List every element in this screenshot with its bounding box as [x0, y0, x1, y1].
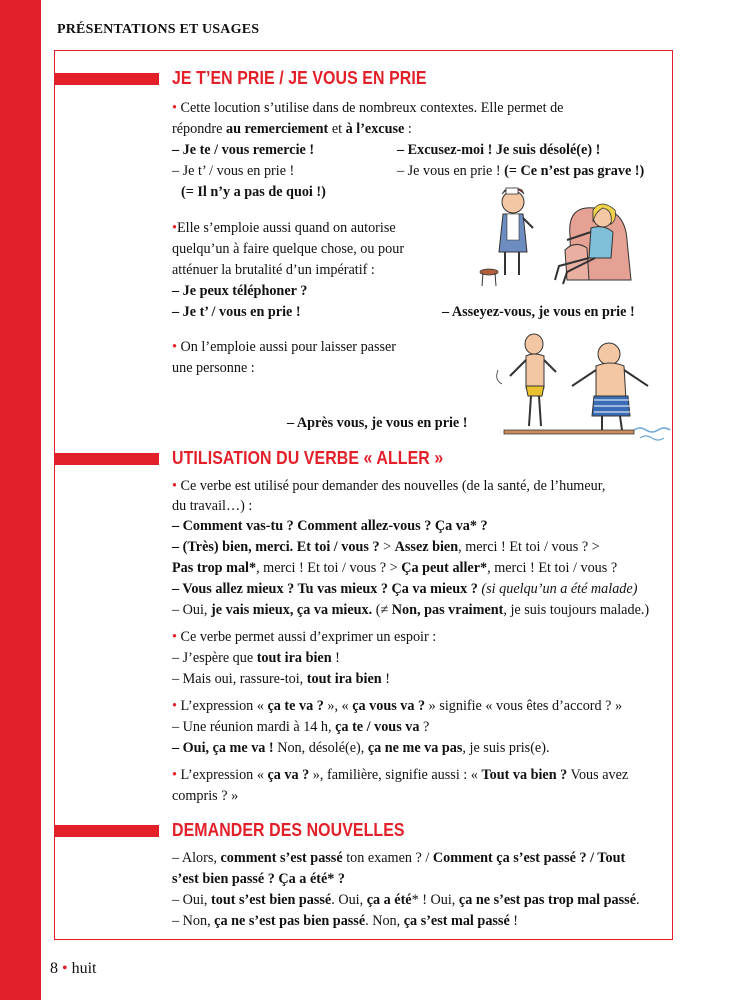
paragraph-line: • L’expression « ça te va ? », « ça vous va ? » signifie « vous êtes d’accord ? » [172, 698, 623, 714]
swimmers-on-diving-board-illustration [484, 330, 674, 445]
page-footer [50, 960, 97, 978]
paragraph-line: • On l’emploie aussi pour laisser passer [172, 339, 397, 355]
dialog-line: s’est bien passé ? Ça a été* ? [172, 871, 345, 887]
dialog-line: – Vous allez mieux ? Tu vas mieux ? Ça va mieux ? (si quelqu’un a été malade) [172, 581, 638, 597]
section-title-je-ten-prie: JE T’EN PRIE / JE VOUS EN PRIE [172, 67, 427, 88]
paragraph-line: répondre au remerciement et à l’excuse : [172, 121, 412, 137]
paragraph-line: une personne : [172, 360, 255, 376]
dialog-line: – Je te / vous remercie ! [172, 142, 315, 158]
dialog-line: – Excusez-moi ! Je suis désolé(e) ! [397, 142, 601, 158]
dialog-line: – Oui, ça me va ! Non, désolé(e), ça ne me va pas, je suis pris(e). [172, 740, 550, 756]
dialog-line: – Je vous en prie ! (= Ce n’est pas grave !) [397, 163, 645, 179]
dialog-line: – J’espère que tout ira bien ! [172, 650, 340, 666]
paragraph-line: du travail…) : [172, 498, 253, 514]
section-bar [54, 453, 159, 465]
dialog-line: (= Il n’y a pas de quoi !) [181, 184, 326, 200]
dialog-line: – Je t’ / vous en prie ! [172, 304, 301, 320]
paragraph-line: • Cette locution s’utilise dans de nombreux contextes. Elle permet de [172, 100, 564, 116]
dialog-line: – Oui, je vais mieux, ça va mieux. (≠ Non, pas vraiment, je suis toujours malade.) [172, 602, 650, 618]
dialog-line: – Non, ça ne s’est pas bien passé. Non, ça s’est mal passé ! [172, 913, 519, 929]
section-bar [54, 825, 159, 837]
bullet: • [62, 960, 68, 977]
dialog-line: Pas trop mal*, merci ! Et toi / vous ? > Ça peut aller*, merci ! Et toi / vous ? [172, 560, 618, 576]
paragraph-line: • Ce verbe permet aussi d’exprimer un espoir : [172, 629, 437, 645]
dialog-line: – Après vous, je vous en prie ! [287, 415, 468, 431]
paragraph-line: • L’expression « ça va ? », familière, signifie aussi : « Tout va bien ? Vous avez [172, 767, 629, 783]
paragraph-line: •Elle s’emploie aussi quand on autorise [172, 220, 396, 236]
dialog-line: – (Très) bien, merci. Et toi / vous ? > Assez bien, merci ! Et toi / vous ? > [172, 539, 600, 555]
page-number: 8 [50, 960, 58, 977]
bullet: • [172, 100, 177, 116]
dialog-line: – Je peux téléphoner ? [172, 283, 308, 299]
dialog-line: – Je t’ / vous en prie ! [172, 163, 295, 179]
left-red-band [0, 0, 41, 1000]
dialog-line: – Oui, tout s’est bien passé. Oui, ça a été* ! Oui, ça ne s’est pas trop mal passé. [172, 892, 640, 908]
dialog-line: – Alors, comment s’est passé ton examen ? / Comment ça s’est passé ? / Tout [172, 850, 626, 866]
dialog-line: – Comment vas-tu ? Comment allez-vous ? Ça va* ? [172, 518, 488, 534]
section-title-demander-des-nouvelles: DEMANDER DES NOUVELLES [172, 819, 405, 840]
page-header: PRÉSENTATIONS ET USAGES [57, 22, 260, 37]
paragraph-line: • Ce verbe est utilisé pour demander des nouvelles (de la santé, de l’humeur, [172, 478, 606, 494]
nurse-and-seated-woman-illustration [475, 180, 650, 290]
section-bar [54, 73, 159, 85]
section-title-verbe-aller: UTILISATION DU VERBE « ALLER » [172, 447, 444, 468]
paragraph-line: quelqu’un à faire quelque chose, ou pour [172, 241, 405, 257]
paragraph-line: atténuer la brutalité d’un impératif : [172, 262, 375, 278]
dialog-line: – Une réunion mardi à 14 h, ça te / vous va ? [172, 719, 430, 735]
page-word: huit [71, 960, 97, 977]
dialog-line: – Mais oui, rassure-toi, tout ira bien ! [172, 671, 390, 687]
dialog-line: – Asseyez-vous, je vous en prie ! [442, 304, 635, 320]
paragraph-line: compris ? » [172, 788, 239, 804]
